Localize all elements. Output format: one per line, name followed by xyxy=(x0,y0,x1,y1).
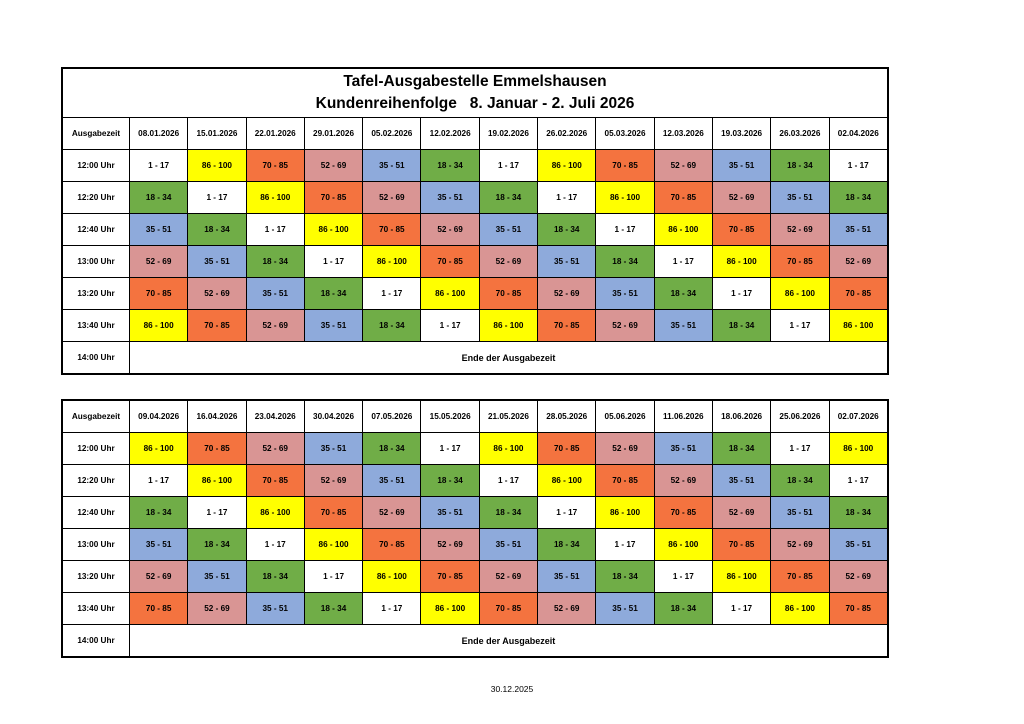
customer-range-cell: 18 - 34 xyxy=(712,433,770,465)
customer-range-cell: 86 - 100 xyxy=(479,310,537,342)
customer-range-cell: 35 - 51 xyxy=(130,529,188,561)
customer-range-cell: 18 - 34 xyxy=(479,182,537,214)
end-time-label: 14:00 Uhr xyxy=(63,625,130,657)
time-label: 12:00 Uhr xyxy=(63,433,130,465)
customer-range-cell: 1 - 17 xyxy=(363,593,421,625)
customer-range-cell: 52 - 69 xyxy=(538,278,596,310)
customer-range-cell: 18 - 34 xyxy=(130,182,188,214)
customer-range-cell: 35 - 51 xyxy=(363,465,421,497)
date-header: 12.02.2026 xyxy=(421,118,479,150)
customer-range-cell: 35 - 51 xyxy=(188,561,246,593)
title-line-1: Tafel-Ausgabestelle Emmelshausen xyxy=(343,73,607,90)
customer-range-cell: 35 - 51 xyxy=(538,246,596,278)
date-header: 22.01.2026 xyxy=(246,118,304,150)
customer-range-cell: 70 - 85 xyxy=(829,278,887,310)
customer-range-cell: 1 - 17 xyxy=(479,465,537,497)
date-header: 26.03.2026 xyxy=(771,118,829,150)
customer-range-cell: 70 - 85 xyxy=(304,182,362,214)
customer-range-cell: 35 - 51 xyxy=(771,497,829,529)
customer-range-cell: 52 - 69 xyxy=(596,310,654,342)
customer-range-cell: 70 - 85 xyxy=(421,561,479,593)
date-header: 16.04.2026 xyxy=(188,401,246,433)
date-header: 30.04.2026 xyxy=(304,401,362,433)
customer-range-cell: 35 - 51 xyxy=(596,278,654,310)
customer-range-cell: 86 - 100 xyxy=(188,150,246,182)
customer-range-cell: 35 - 51 xyxy=(712,150,770,182)
customer-range-cell: 18 - 34 xyxy=(654,278,712,310)
customer-range-cell: 1 - 17 xyxy=(712,278,770,310)
customer-range-cell: 70 - 85 xyxy=(654,497,712,529)
customer-range-cell: 70 - 85 xyxy=(421,246,479,278)
customer-range-cell: 52 - 69 xyxy=(188,278,246,310)
customer-range-cell: 1 - 17 xyxy=(130,465,188,497)
customer-range-cell: 35 - 51 xyxy=(771,182,829,214)
customer-range-cell: 1 - 17 xyxy=(246,214,304,246)
customer-range-cell: 1 - 17 xyxy=(712,593,770,625)
customer-range-cell: 52 - 69 xyxy=(596,433,654,465)
date-header: 02.07.2026 xyxy=(829,401,887,433)
customer-range-cell: 52 - 69 xyxy=(246,310,304,342)
customer-range-cell: 52 - 69 xyxy=(246,433,304,465)
customer-range-cell: 52 - 69 xyxy=(130,561,188,593)
customer-range-cell: 52 - 69 xyxy=(188,593,246,625)
customer-range-cell: 35 - 51 xyxy=(246,593,304,625)
column-header-ausgabezeit: Ausgabezeit xyxy=(63,118,130,150)
customer-range-cell: 86 - 100 xyxy=(771,593,829,625)
customer-range-cell: 70 - 85 xyxy=(479,593,537,625)
customer-range-cell: 70 - 85 xyxy=(130,593,188,625)
customer-range-cell: 18 - 34 xyxy=(188,214,246,246)
date-header: 07.05.2026 xyxy=(363,401,421,433)
customer-range-cell: 52 - 69 xyxy=(829,561,887,593)
customer-range-cell: 52 - 69 xyxy=(771,214,829,246)
customer-range-cell: 70 - 85 xyxy=(596,465,654,497)
date-header: 11.06.2026 xyxy=(654,401,712,433)
date-header: 18.06.2026 xyxy=(712,401,770,433)
customer-range-cell: 70 - 85 xyxy=(538,433,596,465)
customer-range-cell: 1 - 17 xyxy=(479,150,537,182)
date-header: 15.01.2026 xyxy=(188,118,246,150)
date-header: 28.05.2026 xyxy=(538,401,596,433)
customer-range-cell: 35 - 51 xyxy=(304,310,362,342)
customer-range-cell: 52 - 69 xyxy=(130,246,188,278)
customer-range-cell: 1 - 17 xyxy=(654,561,712,593)
customer-range-cell: 1 - 17 xyxy=(829,465,887,497)
time-label: 13:00 Uhr xyxy=(63,529,130,561)
time-label: 13:40 Uhr xyxy=(63,593,130,625)
time-label: 12:00 Uhr xyxy=(63,150,130,182)
customer-range-cell: 52 - 69 xyxy=(479,561,537,593)
customer-range-cell: 86 - 100 xyxy=(654,214,712,246)
customer-range-cell: 1 - 17 xyxy=(538,182,596,214)
time-label: 12:40 Uhr xyxy=(63,214,130,246)
customer-range-cell: 86 - 100 xyxy=(829,433,887,465)
customer-range-cell: 35 - 51 xyxy=(304,433,362,465)
customer-range-cell: 70 - 85 xyxy=(771,246,829,278)
date-header: 19.02.2026 xyxy=(479,118,537,150)
schedule-table-1 xyxy=(62,68,888,374)
end-of-distribution-note: Ende der Ausgabezeit xyxy=(130,625,888,657)
time-label: 12:20 Uhr xyxy=(63,465,130,497)
customer-range-cell: 52 - 69 xyxy=(654,150,712,182)
customer-range-cell: 52 - 69 xyxy=(771,529,829,561)
document-title xyxy=(63,69,888,118)
customer-range-cell: 18 - 34 xyxy=(479,497,537,529)
customer-range-cell: 18 - 34 xyxy=(363,433,421,465)
customer-range-cell: 1 - 17 xyxy=(130,150,188,182)
customer-range-cell: 35 - 51 xyxy=(654,433,712,465)
customer-range-cell: 18 - 34 xyxy=(771,150,829,182)
footer-date: 30.12.2025 xyxy=(490,684,534,694)
customer-range-cell: 18 - 34 xyxy=(654,593,712,625)
customer-range-cell: 18 - 34 xyxy=(304,593,362,625)
time-slot-row xyxy=(63,433,888,465)
end-time-label: 14:00 Uhr xyxy=(63,342,130,374)
customer-range-cell: 52 - 69 xyxy=(712,497,770,529)
customer-range-cell: 86 - 100 xyxy=(304,214,362,246)
customer-range-cell: 86 - 100 xyxy=(596,182,654,214)
time-slot-row xyxy=(63,150,888,182)
time-slot-row xyxy=(63,529,888,561)
customer-range-cell: 35 - 51 xyxy=(829,529,887,561)
time-slot-row xyxy=(63,465,888,497)
customer-range-cell: 1 - 17 xyxy=(421,310,479,342)
customer-range-cell: 35 - 51 xyxy=(421,182,479,214)
time-label: 13:40 Uhr xyxy=(63,310,130,342)
customer-range-cell: 86 - 100 xyxy=(771,278,829,310)
customer-range-cell: 18 - 34 xyxy=(829,497,887,529)
customer-range-cell: 86 - 100 xyxy=(246,182,304,214)
customer-range-cell: 52 - 69 xyxy=(421,214,479,246)
customer-range-cell: 70 - 85 xyxy=(363,214,421,246)
customer-range-cell: 70 - 85 xyxy=(363,529,421,561)
customer-range-cell: 18 - 34 xyxy=(829,182,887,214)
date-header: 29.01.2026 xyxy=(304,118,362,150)
date-header: 12.03.2026 xyxy=(654,118,712,150)
customer-range-cell: 35 - 51 xyxy=(130,214,188,246)
customer-range-cell: 35 - 51 xyxy=(596,593,654,625)
customer-range-cell: 1 - 17 xyxy=(421,433,479,465)
customer-range-cell: 70 - 85 xyxy=(538,310,596,342)
customer-range-cell: 35 - 51 xyxy=(538,561,596,593)
customer-range-cell: 35 - 51 xyxy=(712,465,770,497)
date-header: 08.01.2026 xyxy=(130,118,188,150)
customer-range-cell: 18 - 34 xyxy=(246,246,304,278)
customer-range-cell: 18 - 34 xyxy=(421,150,479,182)
customer-range-cell: 70 - 85 xyxy=(771,561,829,593)
date-header: 15.05.2026 xyxy=(421,401,479,433)
customer-range-cell: 86 - 100 xyxy=(130,433,188,465)
customer-range-cell: 70 - 85 xyxy=(479,278,537,310)
schedule-table-2 xyxy=(62,400,888,657)
time-slot-row xyxy=(63,278,888,310)
date-header: 26.02.2026 xyxy=(538,118,596,150)
customer-range-cell: 18 - 34 xyxy=(771,465,829,497)
customer-range-cell: 18 - 34 xyxy=(538,529,596,561)
customer-range-cell: 52 - 69 xyxy=(421,529,479,561)
customer-range-cell: 70 - 85 xyxy=(246,465,304,497)
customer-range-cell: 35 - 51 xyxy=(479,529,537,561)
time-slot-row xyxy=(63,246,888,278)
customer-range-cell: 86 - 100 xyxy=(304,529,362,561)
customer-range-cell: 18 - 34 xyxy=(363,310,421,342)
customer-range-cell: 70 - 85 xyxy=(596,150,654,182)
customer-range-cell: 52 - 69 xyxy=(829,246,887,278)
customer-range-cell: 52 - 69 xyxy=(479,246,537,278)
customer-range-cell: 70 - 85 xyxy=(246,150,304,182)
customer-range-cell: 1 - 17 xyxy=(304,561,362,593)
customer-range-cell: 86 - 100 xyxy=(479,433,537,465)
customer-range-cell: 86 - 100 xyxy=(829,310,887,342)
customer-range-cell: 52 - 69 xyxy=(304,465,362,497)
customer-range-cell: 35 - 51 xyxy=(188,246,246,278)
customer-range-cell: 1 - 17 xyxy=(771,433,829,465)
date-header: 05.06.2026 xyxy=(596,401,654,433)
customer-range-cell: 1 - 17 xyxy=(829,150,887,182)
end-of-distribution-note: Ende der Ausgabezeit xyxy=(130,342,888,374)
customer-range-cell: 86 - 100 xyxy=(538,465,596,497)
customer-range-cell: 70 - 85 xyxy=(188,433,246,465)
customer-range-cell: 86 - 100 xyxy=(363,561,421,593)
time-label: 12:40 Uhr xyxy=(63,497,130,529)
customer-range-cell: 52 - 69 xyxy=(363,497,421,529)
customer-range-cell: 1 - 17 xyxy=(596,529,654,561)
customer-range-cell: 1 - 17 xyxy=(188,497,246,529)
customer-range-cell: 1 - 17 xyxy=(538,497,596,529)
customer-range-cell: 18 - 34 xyxy=(246,561,304,593)
customer-range-cell: 52 - 69 xyxy=(538,593,596,625)
customer-range-cell: 1 - 17 xyxy=(654,246,712,278)
time-slot-row xyxy=(63,310,888,342)
customer-range-cell: 52 - 69 xyxy=(712,182,770,214)
customer-range-cell: 86 - 100 xyxy=(712,561,770,593)
time-label: 13:00 Uhr xyxy=(63,246,130,278)
customer-range-cell: 86 - 100 xyxy=(538,150,596,182)
customer-range-cell: 52 - 69 xyxy=(654,465,712,497)
customer-range-cell: 18 - 34 xyxy=(596,561,654,593)
customer-range-cell: 70 - 85 xyxy=(712,214,770,246)
customer-range-cell: 35 - 51 xyxy=(829,214,887,246)
customer-range-cell: 35 - 51 xyxy=(363,150,421,182)
time-slot-row xyxy=(63,593,888,625)
time-label: 12:20 Uhr xyxy=(63,182,130,214)
customer-range-cell: 35 - 51 xyxy=(246,278,304,310)
customer-range-cell: 86 - 100 xyxy=(363,246,421,278)
customer-range-cell: 18 - 34 xyxy=(538,214,596,246)
customer-range-cell: 70 - 85 xyxy=(304,497,362,529)
customer-range-cell: 18 - 34 xyxy=(596,246,654,278)
column-header-ausgabezeit: Ausgabezeit xyxy=(63,401,130,433)
title-line-2: Kundenreihenfolge 8. Januar - 2. Juli 2026 xyxy=(315,95,635,112)
customer-range-cell: 70 - 85 xyxy=(654,182,712,214)
customer-range-cell: 18 - 34 xyxy=(188,529,246,561)
time-slot-row xyxy=(63,214,888,246)
customer-range-cell: 35 - 51 xyxy=(654,310,712,342)
time-slot-row xyxy=(63,497,888,529)
customer-range-cell: 86 - 100 xyxy=(421,278,479,310)
customer-range-cell: 86 - 100 xyxy=(712,246,770,278)
customer-range-cell: 86 - 100 xyxy=(421,593,479,625)
date-header: 09.04.2026 xyxy=(130,401,188,433)
customer-range-cell: 18 - 34 xyxy=(421,465,479,497)
time-slot-row xyxy=(63,561,888,593)
time-label: 13:20 Uhr xyxy=(63,561,130,593)
customer-range-cell: 1 - 17 xyxy=(246,529,304,561)
customer-range-cell: 86 - 100 xyxy=(654,529,712,561)
date-header: 25.06.2026 xyxy=(771,401,829,433)
customer-range-cell: 18 - 34 xyxy=(304,278,362,310)
date-header: 19.03.2026 xyxy=(712,118,770,150)
customer-range-cell: 1 - 17 xyxy=(596,214,654,246)
customer-range-cell: 18 - 34 xyxy=(712,310,770,342)
customer-range-cell: 1 - 17 xyxy=(304,246,362,278)
date-header: 05.02.2026 xyxy=(363,118,421,150)
customer-range-cell: 70 - 85 xyxy=(130,278,188,310)
customer-range-cell: 18 - 34 xyxy=(130,497,188,529)
customer-range-cell: 35 - 51 xyxy=(421,497,479,529)
date-header: 02.04.2026 xyxy=(829,118,887,150)
customer-range-cell: 86 - 100 xyxy=(246,497,304,529)
time-label: 13:20 Uhr xyxy=(63,278,130,310)
date-header: 23.04.2026 xyxy=(246,401,304,433)
date-header: 21.05.2026 xyxy=(479,401,537,433)
customer-range-cell: 52 - 69 xyxy=(363,182,421,214)
customer-range-cell: 86 - 100 xyxy=(130,310,188,342)
date-header: 05.03.2026 xyxy=(596,118,654,150)
customer-range-cell: 70 - 85 xyxy=(829,593,887,625)
customer-range-cell: 1 - 17 xyxy=(188,182,246,214)
customer-range-cell: 86 - 100 xyxy=(188,465,246,497)
customer-range-cell: 35 - 51 xyxy=(479,214,537,246)
customer-range-cell: 86 - 100 xyxy=(596,497,654,529)
customer-range-cell: 52 - 69 xyxy=(304,150,362,182)
customer-range-cell: 70 - 85 xyxy=(712,529,770,561)
customer-range-cell: 1 - 17 xyxy=(771,310,829,342)
time-slot-row xyxy=(63,182,888,214)
customer-range-cell: 70 - 85 xyxy=(188,310,246,342)
customer-range-cell: 1 - 17 xyxy=(363,278,421,310)
